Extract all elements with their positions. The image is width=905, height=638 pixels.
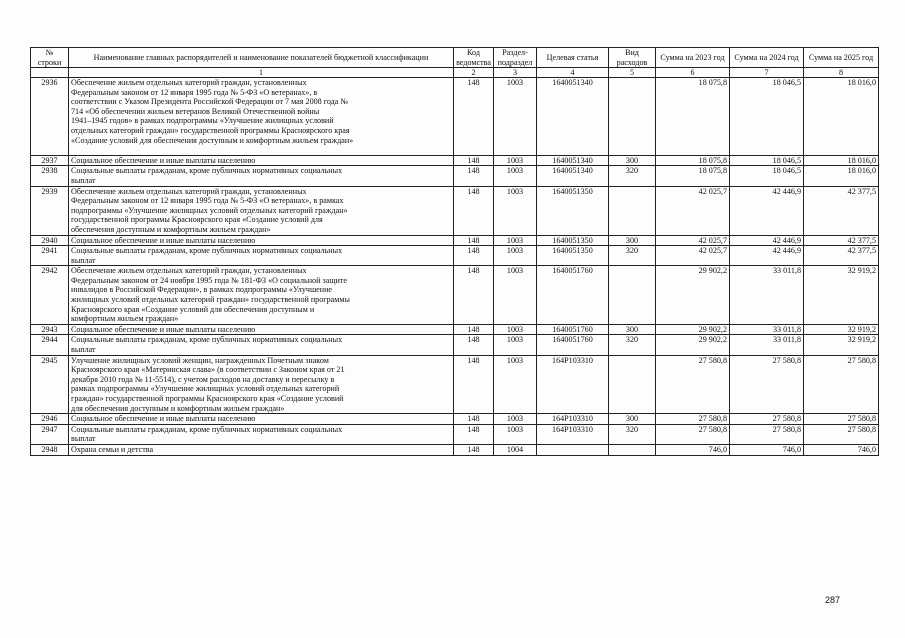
table-row	[31, 155, 879, 166]
dept-code: 148	[454, 424, 494, 444]
target-article: 1640051340	[537, 155, 609, 166]
row-name-line: Обеспечение жильем отдельных категорий граждан, установленных	[71, 78, 307, 87]
column-number: 2	[454, 68, 494, 78]
sum-2025: 42 377,5	[804, 246, 879, 266]
table-row	[31, 335, 879, 355]
row-number: 2940	[31, 235, 69, 246]
header-sum-2024: Сумма на 2024 год	[730, 48, 804, 68]
target-article: 1640051350	[537, 186, 609, 235]
sum-2024: 18 046,5	[730, 155, 804, 166]
section-code: 1003	[494, 155, 537, 166]
row-number: 2937	[31, 155, 69, 166]
row-name-line: Социальное обеспечение и иные выплаты населению	[71, 324, 256, 334]
table-row	[31, 444, 879, 455]
sum-2023: 27 580,8	[656, 355, 730, 414]
row-name-line: выплат	[71, 345, 96, 355]
sum-2024: 33 011,8	[730, 324, 804, 335]
row-number: 2941	[31, 246, 69, 266]
expense-type: 320	[609, 166, 656, 186]
expense-type: 300	[609, 414, 656, 425]
section-code: 1003	[494, 246, 537, 266]
section-code: 1003	[494, 424, 537, 444]
table-body	[31, 78, 879, 456]
sum-2023: 29 902,2	[656, 266, 730, 325]
sum-2024: 27 580,8	[730, 355, 804, 414]
row-number: 2936	[31, 78, 69, 156]
header-section: Раздел-подраздел	[494, 48, 537, 68]
row-name-line: Охрана семьи и детства	[71, 444, 154, 454]
row-name-line: Социальное обеспечение и иные выплаты населению	[71, 414, 256, 424]
row-name-line: Красноярского края «Создание условий для обеспечения доступным и	[71, 304, 315, 314]
target-article: 164P103310	[537, 414, 609, 425]
row-name-line: выплат	[71, 175, 96, 185]
column-number: 7	[730, 68, 804, 78]
row-number: 2943	[31, 324, 69, 335]
sum-2023: 18 075,8	[656, 166, 730, 186]
row-name	[69, 266, 454, 325]
table-row	[31, 186, 879, 235]
sum-2023: 18 075,8	[656, 78, 730, 156]
section-code: 1003	[494, 335, 537, 355]
table-row	[31, 355, 879, 414]
table-row	[31, 324, 879, 335]
row-name-line: Федеральным законом от 12 января 1995 года № 5-ФЗ «О ветеранах», в	[71, 87, 318, 97]
header-row-no: № строки	[31, 48, 69, 68]
row-name	[69, 235, 454, 246]
dept-code: 148	[454, 266, 494, 325]
sum-2023: 746,0	[656, 444, 730, 455]
sum-2025: 746,0	[804, 444, 879, 455]
table-row	[31, 166, 879, 186]
sum-2023: 27 580,8	[656, 414, 730, 425]
sum-2024: 33 011,8	[730, 335, 804, 355]
header-sum-2023: Сумма на 2023 год	[656, 48, 730, 68]
sum-2024: 42 446,9	[730, 246, 804, 266]
row-name-line: соответствии с Указом Президента Российской Федерации от 7 мая 2008 года №	[71, 97, 349, 107]
table-row	[31, 246, 879, 266]
expense-type	[609, 78, 656, 156]
row-number: 2946	[31, 414, 69, 425]
row-name	[69, 246, 454, 266]
sum-2024: 27 580,8	[730, 424, 804, 444]
section-code: 1004	[494, 444, 537, 455]
target-article	[537, 444, 609, 455]
row-name-line: граждан» государственной программы Красноярского края «Создание условий	[71, 394, 344, 403]
row-name-line: Социальные выплаты гражданам, кроме публичных нормативных социальных	[71, 335, 343, 345]
row-name-line: Социальные выплаты гражданам, кроме публичных нормативных социальных	[71, 166, 343, 176]
row-name-line: «Создание условий для обеспечения доступным и комфортным жильем граждан»	[71, 135, 354, 145]
row-name-line: Федеральным законом от 24 ноября 1995 года № 181-ФЗ «О социальной защите	[71, 275, 347, 285]
row-name	[69, 355, 454, 414]
sum-2024: 18 046,5	[730, 166, 804, 186]
row-name	[69, 186, 454, 235]
row-name-line: для обеспечения доступным и комфортным жильем граждан»	[71, 403, 285, 413]
dept-code: 148	[454, 246, 494, 266]
sum-2023: 29 902,2	[656, 324, 730, 335]
dept-code: 148	[454, 155, 494, 166]
table-row	[31, 266, 879, 325]
sum-2024: 42 446,9	[730, 186, 804, 235]
sum-2025: 18 016,0	[804, 78, 879, 156]
column-number: 5	[609, 68, 656, 78]
table-row	[31, 424, 879, 444]
row-name	[69, 414, 454, 425]
page-number: 287	[824, 595, 840, 605]
row-name	[69, 166, 454, 186]
sum-2023: 18 075,8	[656, 155, 730, 166]
sum-2025: 27 580,8	[804, 414, 879, 425]
row-name-line: Обеспечение жильем отдельных категорий граждан, установленных	[71, 186, 307, 196]
sum-2023: 27 580,8	[656, 424, 730, 444]
row-number: 2942	[31, 266, 69, 325]
row-name-line: Социальные выплаты гражданам, кроме публичных нормативных социальных	[71, 424, 343, 434]
sum-2024: 33 011,8	[730, 266, 804, 325]
sum-2025: 32 919,2	[804, 266, 879, 325]
target-article: 164P103310	[537, 424, 609, 444]
sum-2025: 18 016,0	[804, 166, 879, 186]
header-name: Наименование главных распорядителей и наименование показателей бюджетной классификации	[69, 48, 454, 68]
row-name-line: комфортным жильем граждан»	[71, 314, 179, 324]
row-name-line: выплат	[71, 255, 96, 265]
header-dept-code: Код ведомства	[454, 48, 494, 68]
section-code: 1003	[494, 166, 537, 186]
expense-type	[609, 444, 656, 455]
sum-2023: 42 025,7	[656, 246, 730, 266]
dept-code: 148	[454, 355, 494, 414]
expense-type	[609, 355, 656, 414]
row-name-line: Социальное обеспечение и иные выплаты населению	[71, 235, 256, 245]
sum-2025: 32 919,2	[804, 335, 879, 355]
row-name-line: выплат	[71, 434, 96, 444]
sum-2025: 42 377,5	[804, 235, 879, 246]
row-name	[69, 324, 454, 335]
expense-type: 320	[609, 246, 656, 266]
section-code: 1003	[494, 235, 537, 246]
budget-table	[30, 47, 879, 456]
row-number: 2947	[31, 424, 69, 444]
header-sum-2025: Сумма на 2025 год	[804, 48, 879, 68]
target-article: 1640051350	[537, 235, 609, 246]
column-number	[31, 68, 69, 78]
dept-code: 148	[454, 335, 494, 355]
column-number: 4	[537, 68, 609, 78]
expense-type: 300	[609, 155, 656, 166]
dept-code: 148	[454, 166, 494, 186]
row-name-line: Социальные выплаты гражданам, кроме публичных нормативных социальных	[71, 246, 343, 256]
row-name-line: отдельных категорий граждан» государственной программы Красноярского края	[71, 125, 350, 135]
section-code: 1003	[494, 186, 537, 235]
target-article: 1640051760	[537, 335, 609, 355]
target-article: 1640051350	[537, 246, 609, 266]
row-name-line: государственной программы Красноярского края «Создание условий для	[71, 215, 323, 225]
expense-type: 320	[609, 424, 656, 444]
sum-2023: 29 902,2	[656, 335, 730, 355]
sum-2025: 27 580,8	[804, 424, 879, 444]
dept-code: 148	[454, 414, 494, 425]
row-name-line: жилищных условий отдельных категорий граждан» государственной программы	[71, 295, 350, 305]
sum-2025: 32 919,2	[804, 324, 879, 335]
row-name	[69, 155, 454, 166]
target-article: 164P103310	[537, 355, 609, 414]
section-code: 1003	[494, 266, 537, 325]
row-name-line: декабря 2010 года № 11-5514), с учетом расходов на доставку и пересылку в	[71, 374, 335, 384]
row-name-line: 1941–1945 годов» в рамках подпрограммы «Улучшение жилищных условий	[71, 116, 334, 126]
row-name-line: инвалидов в Российской Федерации», в рамках подпрограммы «Улучшение	[71, 285, 333, 295]
row-name-line: Федеральным законом от 12 января 1995 года № 5-ФЗ «О ветеранах», в рамках	[71, 196, 344, 206]
expense-type: 300	[609, 324, 656, 335]
expense-type: 300	[609, 235, 656, 246]
sum-2023: 42 025,7	[656, 186, 730, 235]
row-number: 2945	[31, 355, 69, 414]
expense-type: 320	[609, 335, 656, 355]
sum-2024: 18 046,5	[730, 78, 804, 156]
row-name	[69, 335, 454, 355]
column-number: 6	[656, 68, 730, 78]
section-code: 1003	[494, 78, 537, 156]
sum-2025: 18 016,0	[804, 155, 879, 166]
table-row	[31, 414, 879, 425]
row-name-line	[71, 145, 451, 155]
sum-2024: 746,0	[730, 444, 804, 455]
row-name	[69, 424, 454, 444]
sum-2024: 27 580,8	[730, 414, 804, 425]
section-code: 1003	[494, 324, 537, 335]
dept-code: 148	[454, 186, 494, 235]
header-row	[31, 48, 879, 68]
row-name-line: Улучшение жилищных условий женщин, награжденных Почетным знаком	[71, 355, 329, 365]
dept-code: 148	[454, 324, 494, 335]
sum-2025: 27 580,8	[804, 355, 879, 414]
column-number-row	[31, 68, 879, 78]
column-number: 3	[494, 68, 537, 78]
target-article: 1640051340	[537, 78, 609, 156]
row-name-line: Обеспечение жильем отдельных категорий граждан, установленных	[71, 266, 307, 276]
target-article: 1640051760	[537, 324, 609, 335]
row-name-line: обеспечения доступным и комфортным жильем граждан»	[71, 224, 271, 234]
table-row	[31, 235, 879, 246]
row-number: 2948	[31, 444, 69, 455]
sum-2024: 42 446,9	[730, 235, 804, 246]
row-number: 2939	[31, 186, 69, 235]
row-number: 2938	[31, 166, 69, 186]
sum-2025: 42 377,5	[804, 186, 879, 235]
section-code: 1003	[494, 414, 537, 425]
column-number: 1	[69, 68, 454, 78]
row-name-line: 714 «Об обеспечении жильем ветеранов Великой Отечественной войны	[71, 106, 320, 116]
dept-code: 148	[454, 444, 494, 455]
table-row	[31, 78, 879, 156]
row-name-line: подпрограммы «Улучшение жилищных условий отдельных категорий граждан»	[71, 205, 348, 215]
row-name-line: Красноярского края «Материнская слава» (в соответствии с Законом края от 21	[71, 365, 345, 375]
row-name	[69, 78, 454, 156]
expense-type	[609, 266, 656, 325]
header-expense-type: Вид расходов	[609, 48, 656, 68]
section-code: 1003	[494, 355, 537, 414]
dept-code: 148	[454, 78, 494, 156]
expense-type	[609, 186, 656, 235]
sum-2023: 42 025,7	[656, 235, 730, 246]
column-number: 8	[804, 68, 879, 78]
row-name	[69, 444, 454, 455]
dept-code: 148	[454, 235, 494, 246]
row-number: 2944	[31, 335, 69, 355]
row-name-line: Социальное обеспечение и иные выплаты населению	[71, 155, 256, 165]
header-target: Целевая статья	[537, 48, 609, 68]
row-name-line: рамках подпрограммы «Улучшение жилищных условий отдельных категорий	[71, 384, 340, 394]
target-article: 1640051760	[537, 266, 609, 325]
target-article: 1640051340	[537, 166, 609, 186]
